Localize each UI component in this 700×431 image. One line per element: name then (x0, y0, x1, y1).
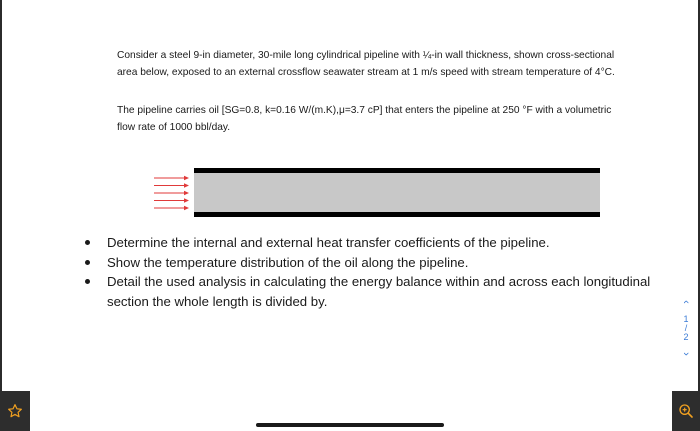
flow-arrow-head-icon (184, 198, 189, 202)
flow-arrows (154, 176, 189, 210)
pipe-body (194, 172, 600, 214)
page-down-chevron-icon[interactable]: › (680, 352, 692, 356)
flow-arrow-head-icon (184, 183, 189, 187)
zoom-in-icon (678, 403, 694, 419)
current-page-number: 1 (683, 314, 689, 324)
task-text: Detail the used analysis in calculating the energy balance within and across each longitudinal section the whole length is divided by. (107, 274, 651, 309)
zoom-button[interactable] (672, 391, 700, 431)
task-text: Show the temperature distribution of the oil along the pipeline. (107, 254, 469, 270)
star-icon (7, 403, 23, 419)
total-pages-number: 2 (683, 332, 689, 342)
home-indicator-bar[interactable] (256, 423, 444, 427)
page-separator: / (684, 323, 688, 333)
task-item (84, 233, 674, 253)
page-up-chevron-icon[interactable]: ‹ (680, 300, 692, 304)
task-text: Determine the internal and external heat transfer coefficients of the pipeline. (107, 235, 550, 250)
problem-paragraph-1: Consider a steel 9-in diameter, 30-mile long cylindrical pipeline with ¼-in wall thickness, shown cross-sectional area below, exposed to an external crossflow seawater stream at 1 m/s speed with stream temperature of 4°C. (117, 50, 615, 78)
bullet-dot (85, 279, 90, 284)
problem-paragraph-2: The pipeline carries oil [SG=0.8, k=0.16 W/(m.K),μ=3.7 cP] that enters the pipeline at 250 °F with a volumetric flow rate of 1000 bbl/day. (117, 105, 612, 133)
task-item (84, 272, 674, 311)
page-navigator (676, 296, 696, 360)
flow-arrow-head-icon (184, 176, 189, 180)
pipe-top-wall (194, 168, 600, 173)
pipe-bottom-wall (194, 212, 600, 217)
flow-arrow-head-icon (184, 206, 189, 210)
bullet-dot (85, 260, 90, 265)
favorite-button[interactable] (0, 391, 30, 431)
task-list (84, 233, 674, 311)
task-item (84, 253, 674, 273)
pipeline-diagram (150, 166, 602, 218)
flow-arrow-head-icon (184, 191, 189, 195)
bullet-dot (85, 240, 90, 245)
left-frame-border (0, 0, 2, 431)
